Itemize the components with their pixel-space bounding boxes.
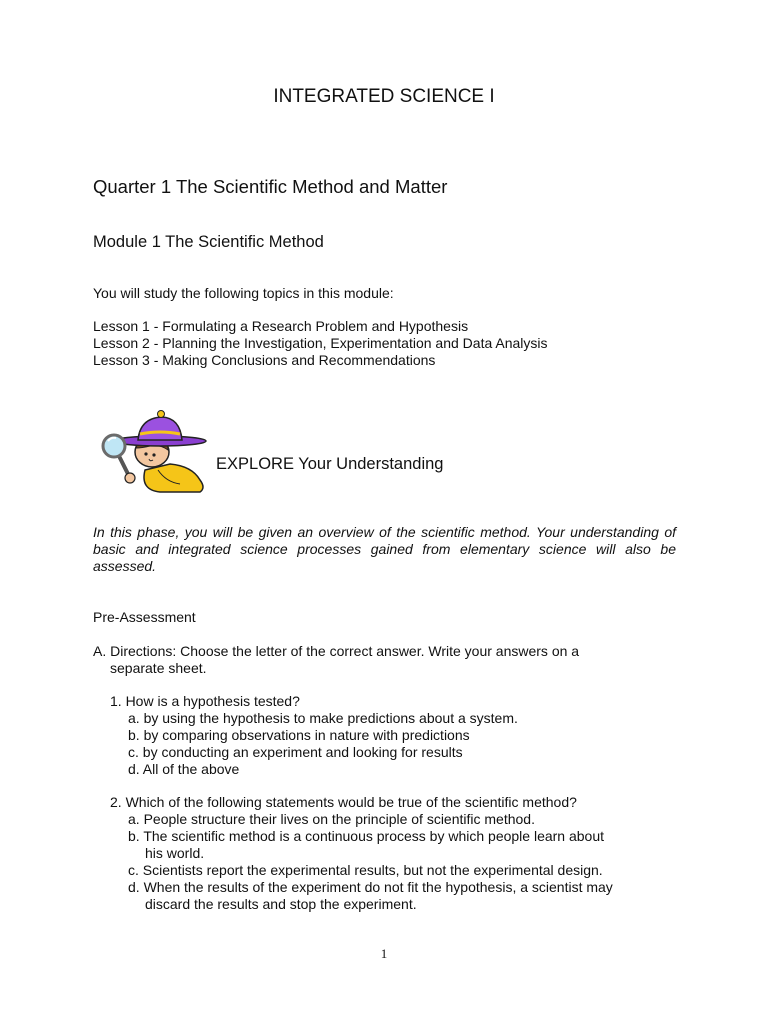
answer-option: d. When the results of the experiment do not fit the hypothesis, a scientist may xyxy=(128,879,613,895)
lesson-item: Lesson 2 - Planning the Investigation, Experimentation and Data Analysis xyxy=(93,335,548,351)
answer-option: b. by comparing observations in nature with predictions xyxy=(128,727,470,743)
answer-option: b. The scientific method is a continuous process by which people learn about xyxy=(128,828,605,844)
document-title: INTEGRATED SCIENCE I xyxy=(273,86,495,107)
detective-with-magnifier-icon xyxy=(100,408,210,496)
lesson-list xyxy=(93,318,548,369)
pre-assessment-heading: Pre-Assessment xyxy=(93,609,196,625)
quarter-heading: Quarter 1 The Scientific Method and Matter xyxy=(93,176,448,197)
answer-option: c. Scientists report the experimental results, but not the experimental design. xyxy=(128,862,603,878)
answer-option: a. People structure their lives on the principle of scientific method. xyxy=(128,811,535,827)
module-intro: You will study the following topics in this module: xyxy=(93,285,394,301)
directions-line: A. Directions: Choose the letter of the correct answer. Write your answers on a xyxy=(93,643,580,659)
answer-option: a. by using the hypothesis to make predictions about a system. xyxy=(128,710,518,726)
question-1 xyxy=(110,693,518,778)
question-stem: 1. How is a hypothesis tested? xyxy=(110,693,300,709)
lesson-item: Lesson 1 - Formulating a Research Problem and Hypothesis xyxy=(93,318,469,334)
answer-option-continuation: his world. xyxy=(145,845,205,861)
question-2 xyxy=(110,794,613,913)
answer-option-continuation: discard the results and stop the experiment. xyxy=(145,896,417,912)
module-heading: Module 1 The Scientific Method xyxy=(93,233,324,251)
lesson-item: Lesson 3 - Making Conclusions and Recommendations xyxy=(93,352,436,368)
directions xyxy=(93,643,579,677)
directions-line: separate sheet. xyxy=(110,660,207,676)
explore-heading: EXPLORE Your Understanding xyxy=(216,455,444,473)
phase-description: In this phase, you will be given an overview of the scientific method. Your understanding of basic and integrated science processes gained from elementary science will also be assessed. xyxy=(93,524,676,574)
answer-option: c. by conducting an experiment and looking for results xyxy=(128,744,463,760)
question-stem: 2. Which of the following statements would be true of the scientific method? xyxy=(110,794,577,810)
answer-option: d. All of the above xyxy=(128,761,240,777)
page-number: 1 xyxy=(380,946,388,961)
